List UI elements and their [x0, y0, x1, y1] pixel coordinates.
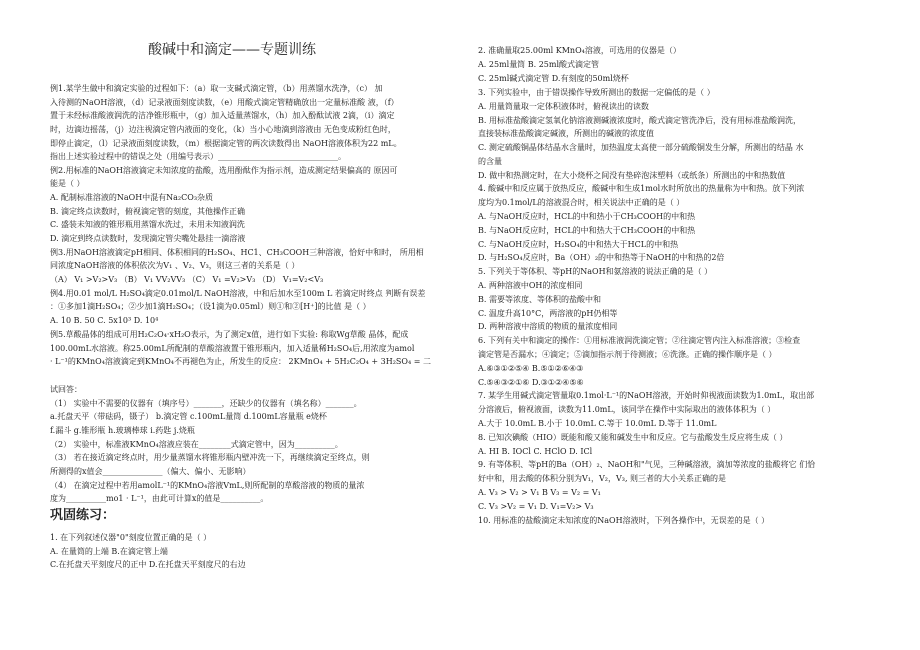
exercise9-question2: 好中和，用去酸的体积分别为V₁，V₂，V₃, 则三者的大小关系正确的是 — [478, 474, 727, 483]
exercise5-option-d: D. 两种溶液中溶质的物质的量浓度相同 — [478, 322, 618, 331]
example5-line3: · L⁻¹的KMnO₄溶液滴定到KMnO₄不再褪色为止，所发生的反应： 2KMnO₄ + 5H₂C₂O₄ + 3H₂SO₄ = 二 — [50, 357, 431, 366]
exercise6-options-cd: C.⑤④③②①⑥ D.③①②④⑤⑥ — [478, 378, 584, 387]
example2-option-a: A. 配制标准溶液的NaOH中混有Na₂CO₃杂质 — [50, 193, 214, 202]
exercise9-options-cd: C. V₃ >V₂ = V₁ D. V₁=V₂> V₃ — [478, 502, 594, 511]
example5-line1: 例5.草酸晶体的组成可用H₂C₂O₄·xH₂O表示，为了测定x值，进行如下实验: 称取Wg草酸 晶体，配成 — [50, 330, 409, 339]
example5-q1: （1） 实验中不需要的仪器有（填序号）_______，还缺少的仪器有（填名称）_______。 — [50, 399, 362, 408]
example1-line1: 例1.某学生做中和滴定实验的过程如下：（a）取一支碱式滴定管，（b）用蒸馏水洗净，（c） 加 — [50, 84, 383, 93]
page-title: 酸碱中和滴定——专题训练 — [148, 42, 316, 58]
exercise1-question: 1. 在下列叙述仪器"0"刻度位置正确的是（ ） — [50, 533, 212, 542]
example3-line2: 同浓度NaOH溶液的体积依次为V₁ 、V₂、V₃，则这三者的关系是（ ） — [50, 261, 300, 270]
example5-q3-line1: （3） 若在接近滴定终点时，用少量蒸馏水将锥形瓶内壁冲洗一下，再继续滴定至终点，则 — [50, 453, 370, 462]
exercise6-question1: 6. 下列有关中和滴定的操作：①用标准液润洗滴定管；②往滴定管内注入标准溶液；③检查 — [478, 336, 801, 345]
example5-line2: 100.00mL水溶液。称25.00mL所配制的草酸溶液置于锥形瓶内，加入适量稀H₂SO₄后,用浓度为amol — [50, 344, 415, 353]
exercise7-question1: 7. 某学生用碱式滴定管量取0.1mol·L⁻¹的NaOH溶液，开始时仰视液面读数为1.0mL，取出部 — [478, 391, 815, 400]
exercise4-option-a: A. 与NaOH反应时，HCL的中和热小于CH₃COOH的中和热 — [478, 212, 696, 221]
exercise9-question1: 9. 有等体积、等pH的Ba（OH）₂、NaOH和"气见，三种碱溶液，滴加等浓度的盐酸将它 们恰 — [478, 460, 816, 469]
exercise5-option-b: B. 需要等浓度、等体积的盐酸中和 — [478, 295, 601, 304]
exercise6-options-ab: A.⑥③①②⑤④ B.⑤①②⑥④③ — [478, 364, 584, 373]
exercise3-option-c1: C. 测定硫酸铜晶体结晶水含量时，加热温度太高使一部分硫酸铜发生分解，所测出的结晶 水 — [478, 143, 804, 152]
exercise2-question: 2. 准确量取25.00ml KMnO₄溶液，可选用的仪器是（） — [478, 46, 681, 55]
exercise7-options: A.大于 10.0mL B.小于 10.0mL C.等于 10.0mL D.等于 11.0mL — [478, 419, 717, 428]
example2-option-c: C. 盛装未知液的锥形瓶用蒸馏水洗过，未用未知液润洗 — [50, 220, 245, 229]
exercise3-question: 3. 下列实验中，由于错误操作导致所测出的数据一定偏低的是（ ） — [478, 88, 715, 97]
exercise3-option-c2: 的含量 — [478, 157, 502, 166]
exercise2-options-ab: A. 25ml量筒 B. 25ml酸式滴定管 — [478, 60, 600, 69]
exercise4-option-d: D. 与H₂SO₄反应时，Ba（OH）₂的中和热等于NaOH的中和热的2倍 — [478, 253, 725, 262]
exercise3-option-b1: B. 用标准盐酸滴定氢氧化钠溶液测碱液浓度时，酸式滴定管洗净后，没有用标准盐酸润洗， — [478, 116, 801, 125]
example2-option-d: D. 滴定到终点读数时，发现滴定管尖嘴处悬挂一滴溶液 — [50, 234, 246, 243]
exercise9-options-ab: A. V₃ > V₂ > V₁ B V₃ = V₂ = V₁ — [478, 488, 601, 497]
exercise8-options: A. HI B. IOCl C. HClO D. ICl — [478, 447, 593, 456]
exercise3-option-a: A. 用量筒量取一定体积液体时，俯视读出的读数 — [478, 102, 649, 111]
consolidate-heading: 巩固练习： — [50, 508, 116, 523]
exercise5-option-a: A. 两种溶液中OH的浓度相同 — [478, 281, 583, 290]
example1-line2: 入待测的NaOH溶液，（d）记录液面刻度读数，（e）用酸式滴定管精确放出一定量标准酸 液，（f） — [50, 98, 399, 107]
example5-prompt: 试回答： — [50, 385, 82, 394]
example5-q4-line2: 度为__________mo1 · L⁻¹，由此可计算x的值是__________。 — [50, 494, 269, 503]
example1-line3: 置于未经标准酸液润洗的洁净锥形瓶中，（g）加入适量蒸馏水，（h）加入酚酞试液 2滴，（i）滴定 — [50, 111, 395, 120]
example4-options: A. 10 B. 50 C. 5x10³ D. 10⁴ — [50, 316, 159, 325]
exercise5-option-c: C. 温度升高10°C，两溶液的pH仍相等 — [478, 309, 618, 318]
example4-line1: 例4.用0.01 mol/L H₂SO₄滴定0.01mol/L NaOH溶液，中和后加水至100m L 若滴定时终点 判断有误差 — [50, 289, 426, 298]
exercise3-option-d: D. 做中和热测定时，在大小烧杯之间没有垫碎泡沫塑料（或纸条）所测出的中和热数值 — [478, 171, 786, 180]
example5-q1-items2: f.漏斗 g.锥形瓶 h.玻璃棒球 i.药匙 j.烧瓶 — [50, 426, 195, 435]
exercise6-question2: 滴定管是否漏水；④滴定；⑤滴加指示剂于待测液；⑥洗涤。正确的操作顺序是（ ） — [478, 350, 777, 359]
example1-line6: 指出上述实验过程中的错误之处（用编号表示）______________________________。 — [50, 152, 346, 161]
exercise10-question: 10. 用标准的盐酸滴定未知浓度的NaOH溶液时，下列各操作中，无误差的是（ ） — [478, 516, 770, 525]
example5-q4-line1: （4） 在滴定过程中若用amolL⁻¹的KMnO₄溶液VmL,则所配制的草酸溶液的物质的量浓 — [50, 481, 365, 490]
exercise5-question: 5. 下列关于等体积、等pH的NaOH和氨溶液的说法正确的是（ ） — [478, 267, 713, 276]
exercise8-question: 8. 已知次碘酸（HIO）既能和酸又能和碱发生中和反应。它与盐酸发生反应将生成（ ） — [478, 433, 788, 442]
exercise4-question1: 4. 酸碱中和反应属于放热反应，酸碱中和生成1mol水时所放出的热量称为中和热。放下列浓 — [478, 184, 805, 193]
exercise2-options-cd: C. 25ml碱式滴定管 D.有刻度的50ml烧杯 — [478, 74, 629, 83]
example2-line2: 能是（ ） — [50, 179, 85, 188]
example3-line1: 例3.用NaOH溶液滴定pH相同、体积相同的H₂SO₄、HC1、CH₃COOH三种溶液，恰好中和时， 所用相 — [50, 248, 424, 257]
exercise1-options-cd: C.在托盘天平刻度尺的正中 D.在托盘天平刻度尺的右边 — [50, 560, 246, 569]
example4-line2: ：①多加1滴H₂SO₄；②少加1滴H₂SO₄；（设1滴为0.05ml）则①和②[H⁺]的比值 是（ ） — [50, 302, 371, 311]
example1-line5: 即停止滴定，（l）记录液面刻度读数，（m）根据滴定管的两次读数得出 NaOH溶液体积为22 mL。 — [50, 139, 402, 148]
example2-option-b: B. 滴定终点读数时，俯视滴定管的刻度，其他操作正确 — [50, 207, 245, 216]
example3-options: （A） V₁ >V₂>V₃ （B） V₁ VV₂VV₃ （C） V₁ =V₂>V₃ （D） V₁=V₂<V₃ — [50, 275, 324, 284]
example5-q3-line2: 所测得的x值会_______________（偏大、偏小、无影响） — [50, 467, 251, 476]
exercise4-option-c: C. 与NaOH反应时，H₂SO₄的中和热大于HCL的中和热 — [478, 240, 679, 249]
example5-q1-items1: a.托盘天平（带砝码，镊子） b.滴定管 c.100mL量筒 d.100mL容量瓶 e烧杯 — [50, 412, 327, 421]
example2-line1: 例2.用标准的NaOH溶液滴定未知浓度的盐酸，选用酚酞作为指示剂，造成测定结果偏高的 原因可 — [50, 166, 398, 175]
exercise3-option-b2: 直接装标准盐酸滴定碱液，所测出的碱液的浓度值 — [478, 129, 654, 138]
example5-q2: （2） 实验中，标准液KMnO₄溶液应装在________式滴定管中，因为__________。 — [50, 440, 343, 449]
example1-line4: 时，边滴边摇荡，（j）边注视滴定管内液面的变化，（k）当小心地滴到溶液由 无色变成粉红色时， — [50, 125, 396, 134]
exercise7-question2: 分溶液后，俯视液面，读数为11.0mL，该同学在操作中实际取出的液体体积为（ ） — [478, 405, 776, 414]
exercise4-option-b: B. 与NaOH反应时，HCL的中和热大于CH₃COOH的中和热 — [478, 226, 696, 235]
exercise1-options-ab: A. 在量筒的上端 B.在滴定管上端 — [50, 547, 168, 556]
exercise4-question2: 度均为0.1mol/L的溶液混合时，相关说法中正确的是（ ） — [478, 198, 685, 207]
